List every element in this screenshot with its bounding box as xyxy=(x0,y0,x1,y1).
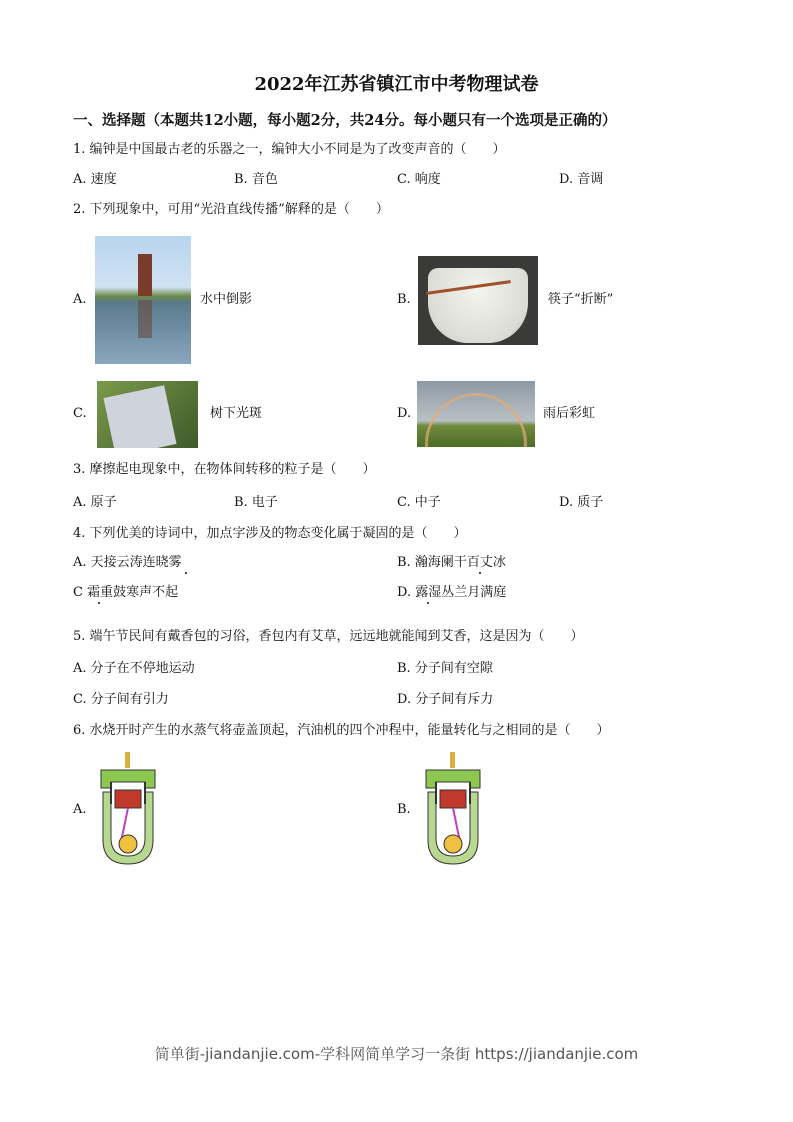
q2-option-d: D. xyxy=(397,406,412,421)
section-heading: 一、选择题（本题共12小题，每小题2分，共24分。每小题只有一个选项是正确的） xyxy=(73,112,617,129)
pagoda-reflection-image xyxy=(95,236,191,364)
question-6-stem: 6. 水烧开时产生的水蒸气将壶盖顶起，汽油机的四个冲程中，能量转化与之相同的是（ ） xyxy=(73,723,610,738)
emphasis-dot xyxy=(185,572,187,574)
question-5-stem: 5. 端午节民间有戴香包的习俗，香包内有艾草，远远地就能闻到艾香，这是因为（ ） xyxy=(73,629,584,644)
emphasis-dot xyxy=(427,602,429,604)
q3-option-d: D. 质子 xyxy=(559,495,604,510)
q1-option-c: C. 响度 xyxy=(397,172,441,187)
engine-stroke-b-diagram xyxy=(418,752,488,868)
chopstick-bowl-image xyxy=(418,256,538,345)
q4-option-c: C 霜重鼓寒声不起 xyxy=(73,585,179,600)
page-footer: 简单街-jiandanjie.com-学科网简单学习一条街 https://jiandanjie.com xyxy=(154,1045,639,1063)
q6-option-a: A. xyxy=(73,802,87,817)
rainbow-image xyxy=(417,381,535,447)
q2-caption-d: 雨后彩虹 xyxy=(543,406,596,421)
q2-option-b: B. xyxy=(397,292,411,307)
engine-stroke-a-diagram xyxy=(95,752,161,868)
question-4-stem: 4. 下列优美的诗词中，加点字涉及的物态变化属于凝固的是（ ） xyxy=(73,526,467,541)
q3-option-a: A. 原子 xyxy=(73,495,117,510)
q1-option-a: A. 速度 xyxy=(73,172,117,187)
q5-option-c: C. 分子间有引力 xyxy=(73,692,169,707)
q4-option-d: D. 露湿丛兰月满庭 xyxy=(397,585,507,600)
q5-option-b: B. 分子间有空隙 xyxy=(397,661,493,676)
question-3-stem: 3. 摩擦起电现象中，在物体间转移的粒子是（ ） xyxy=(73,462,376,477)
q4-option-a: A. 天接云涛连晓雾 xyxy=(73,555,182,570)
q1-option-d: D. 音调 xyxy=(559,172,604,187)
page-title: 2022年江苏省镇江市中考物理试卷 xyxy=(254,74,539,95)
emphasis-dot xyxy=(479,572,481,574)
q2-caption-b: 筷子“折断” xyxy=(548,292,614,307)
question-2-stem: 2. 下列现象中，可用“光沿直线传播”解释的是（ ） xyxy=(73,202,389,217)
q5-option-d: D. 分子间有斥力 xyxy=(397,692,494,707)
q2-caption-c: 树下光斑 xyxy=(210,406,263,421)
q2-caption-a: 水中倒影 xyxy=(200,292,253,307)
q3-option-b: B. 电子 xyxy=(234,495,278,510)
q5-option-a: A. 分子在不停地运动 xyxy=(73,661,195,676)
q4-option-b: B. 瀚海阑干百丈冰 xyxy=(397,555,506,570)
q2-option-a: A. xyxy=(73,292,87,307)
emphasis-dot xyxy=(98,602,100,604)
q6-option-b: B. xyxy=(397,802,411,817)
q1-option-b: B. 音色 xyxy=(234,172,278,187)
q2-option-c: C. xyxy=(73,406,87,421)
light-spots-image xyxy=(97,381,198,448)
q3-option-c: C. 中子 xyxy=(397,495,441,510)
question-1-stem: 1. 编钟是中国最古老的乐器之一，编钟大小不同是为了改变声音的（ ） xyxy=(73,142,506,157)
